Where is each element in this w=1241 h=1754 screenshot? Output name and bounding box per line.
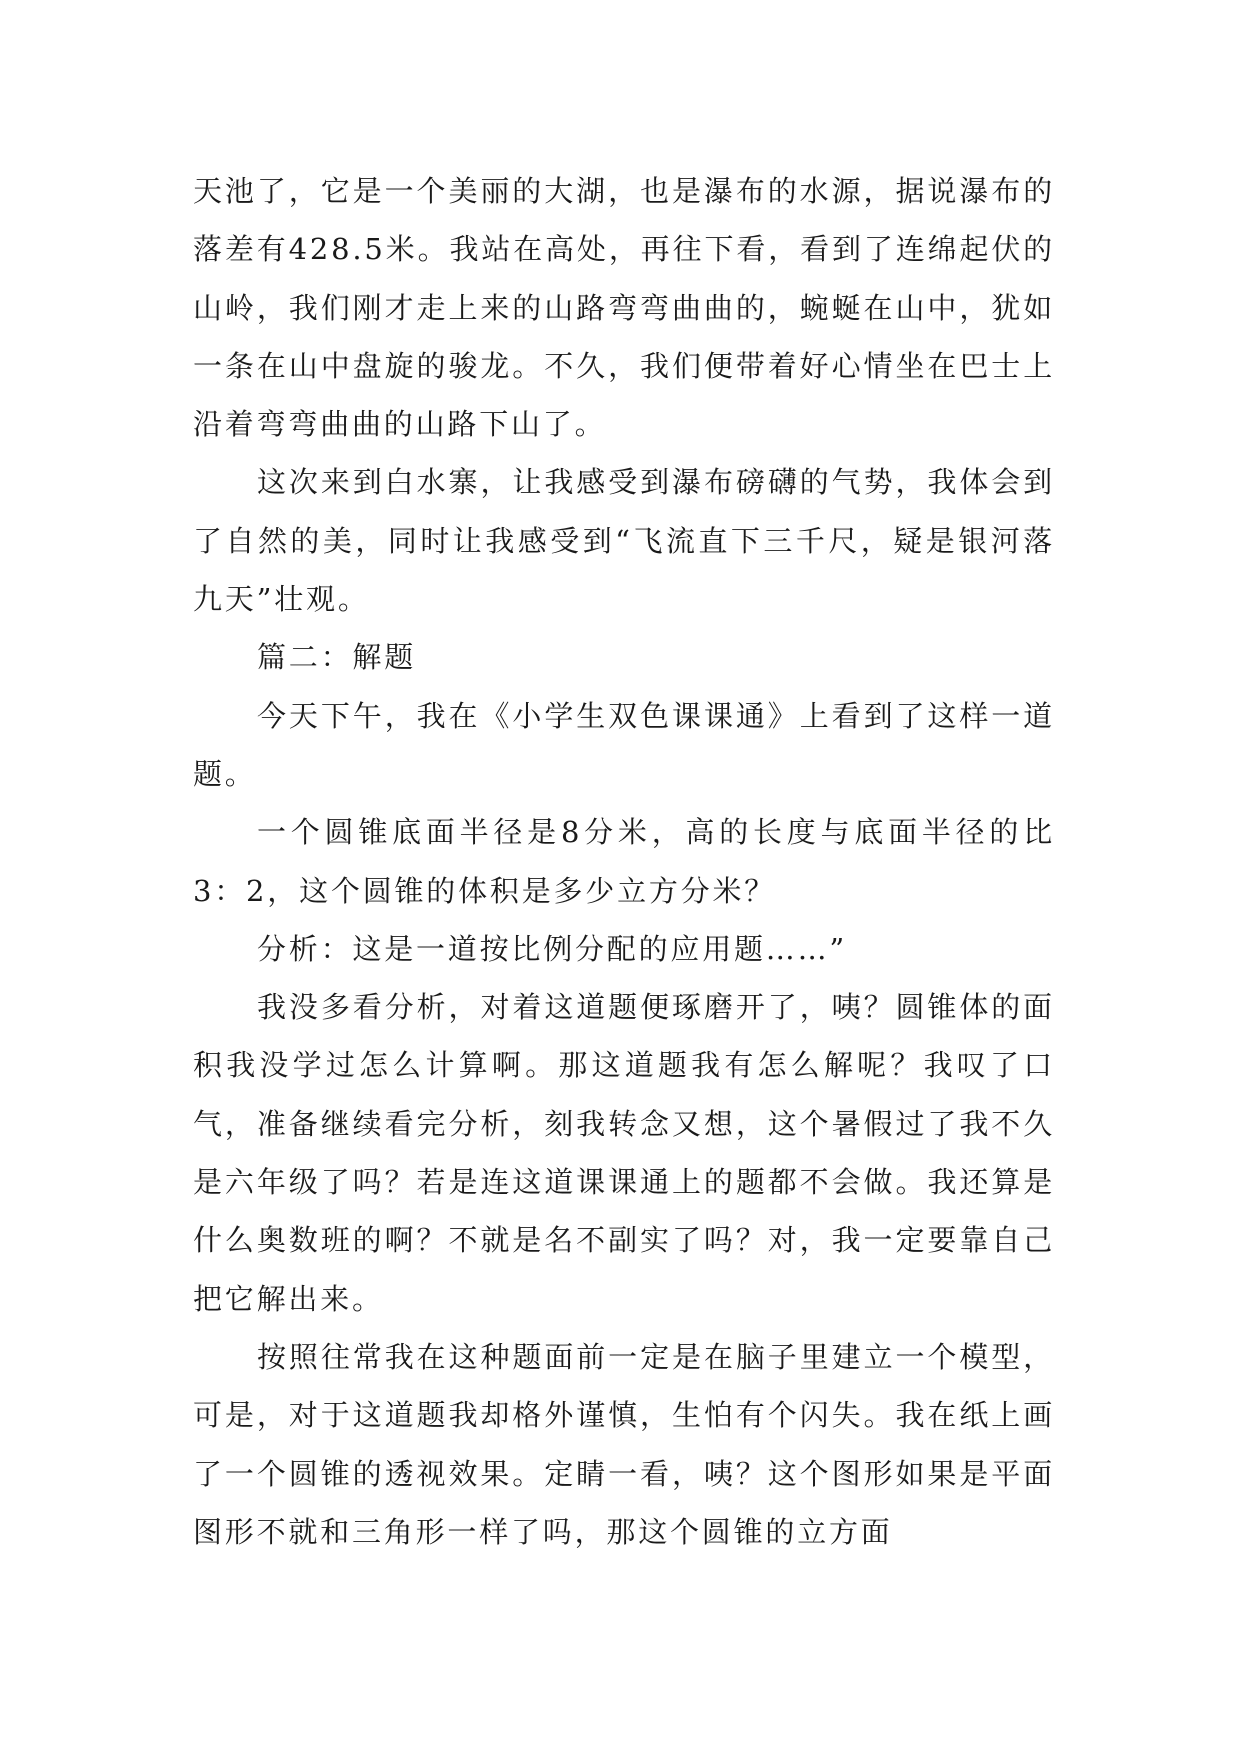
paragraph-intro: 今天下午，我在《小学生双色课课通》上看到了这样一道题。 [193, 698, 1055, 791]
paragraph-model: 按照往常我在这种题面前一定是在脑子里建立一个模型，可是，对于这道题我却格外谨慎，生怕有个闪失。我在纸上画了一个圆锥的透视效果。定睛一看，咦？这个图形如果是平面图形不就和三角形一样了吗，那这个圆锥的立方面 [193, 1339, 1055, 1549]
paragraph-analysis: 分析：这是一道按比例分配的应用题……” [257, 931, 848, 966]
document-page [193, 162, 1055, 1561]
paragraph-problem: 一个圆锥底面半径是8分米，高的长度与底面半径的比3：2，这个圆锥的体积是多少立方分米？ [193, 815, 1055, 908]
paragraph-baishuizhai: 这次来到白水寨，让我感受到瀑布磅礴的气势，我体会到了自然的美，同时让我感受到“飞流直下三千尺，疑是银河落九天”壮观。 [193, 465, 1055, 617]
paragraph-tianchi: 天池了，它是一个美丽的大湖，也是瀑布的水源，据说瀑布的落差有428.5米。我站在高处，再往下看，看到了连绵起伏的山岭，我们刚才走上来的山路弯弯曲曲的，蜿蜒在山中，犹如一条在山中盘旋的骏龙。不久，我们便带着好心情坐在巴士上沿着弯弯曲曲的山路下山了。 [193, 174, 1055, 442]
section-heading: 篇二：解题 [257, 640, 417, 675]
paragraph-thinking: 我没多看分析，对着这道题便琢磨开了，咦？圆锥体的面积我没学过怎么计算啊。那这道题我有怎么解呢？我叹了口气，准备继续看完分析，刻我转念又想，这个暑假过了我不久是六年级了吗？若是连这道课课通上的题都不会做。我还算是什么奥数班的啊？不就是名不副实了吗？对，我一定要靠自己把它解出来。 [193, 990, 1055, 1316]
